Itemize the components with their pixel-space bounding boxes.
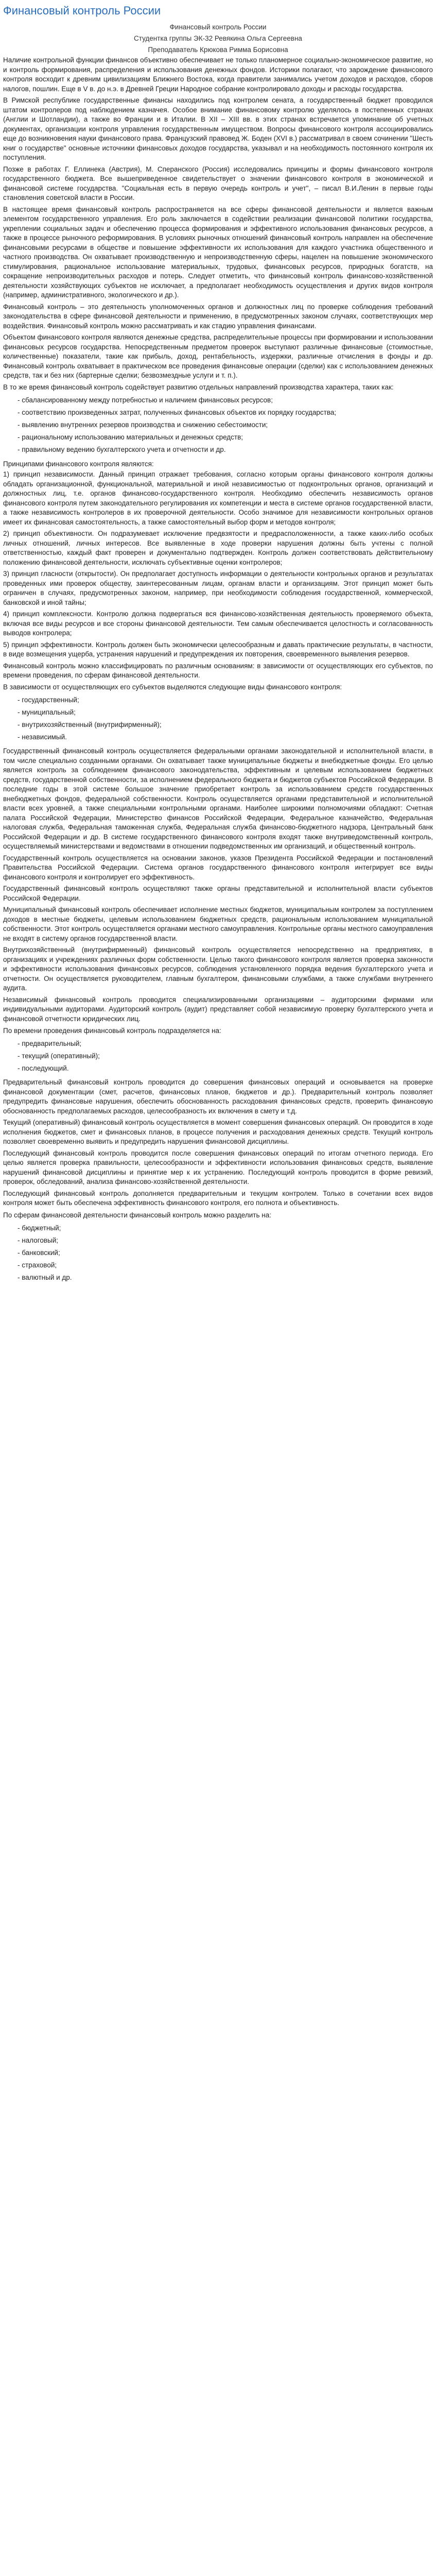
paragraph: В настоящее время финансовый контроль распространяется на все сферы финансовой деятельности и является важным элементом государственного управления. Его роль заключается в содействии реализации финансовой политики государства, укреплении социальных задач и обеспечению процесса формирования и эффективного использования финансовых ресурсов, а также в процессе рыночного реформирования. В условиях рыночных отношений финансовый контроль направлен на обеспечение финансовыми ресурсами в обществе и повышение эффективности их использования для каждого участника общественного и частного производства. Он охватывает производственную и непроизводственную сферы, нацелен на повышение экономического стимулирования, рациональное использование материальных, трудовых, финансовых ресурсов, природных богатств, на сокращение непроизводительных расходов и потерь. Следует отметить, что финансовый контроль финансово-хозяйственной деятельности хозяйствующих субъектов не исключает, а предполагает необходимость осуществления и других видов контроля (например, административного, экологического и др.). (3, 205, 433, 299)
paragraph: Финансовый контроль можно классифицировать по различным основаниям: в зависимости от осуществляющих его субъектов, по времени проведения, по сферам финансовой деятельности. (3, 662, 433, 679)
list-item: - муниципальный; (18, 706, 433, 719)
list-item: - текущий (оперативный); (18, 1050, 433, 1062)
paragraph: Внутрихозяйственный (внутрифирменный) финансовый контроль осуществляется непосредственно на предприятиях, в организациях и учреждениях различных форм собственности. Целью такого финансового контроля является проверка законности и эффективности использования финансовых ресурсов, соблюдения установленного порядка ведения бухгалтерского учета и отчетности. Он осуществляется руководителем, главным бухгалтером, финансовыми службами, а также службами внутреннего аудита. (3, 946, 433, 992)
paragraph: Независимый финансовый контроль проводится специализированными организациями – аудиторскими фирмами или индивидуальными аудиторами. Аудиторский контроль (аудит) представляет собой независимую проверку бухгалтерского учета и финансовой отчетности юридических лиц. (3, 995, 433, 1023)
paragraph: 5) принцип эффективности. Контроль должен быть экономически целесообразным и давать практические результаты, в частности, в виде возмещения ущерба, устранения нарушений и предупреждения их повторения, своевременного выявления резервов. (3, 640, 433, 658)
paragraph: 4) принцип комплексности. Контролю должна подвергаться вся финансово-хозяйственная деятельность проверяемого объекта, включая все виды ресурсов и все стороны финансовой деятельности. Тем самым обеспечивается целостность и согласованность выводов контролера; (3, 610, 433, 637)
subtitle-line: Финансовый контроль России (169, 23, 267, 31)
paragraph: 2) принцип объективности. Он подразумевает исключение предвзятости и предрасположенности, а также каких-либо особых личных отношений, личных интересов. Все выявленные в ходе проверки нарушения должны быть учтены с полной ответственностью, каждый факт проверен и документально подтвержден. Контроль должен соответствовать действительному положению финансовой деятельности, исключать субъективные оценки контролеров; (3, 530, 433, 566)
page-title: Финансовый контроль России (3, 4, 161, 17)
section-heading: По сферам финансовой деятельности финансовый контроль можно разделить на: (3, 1211, 271, 1219)
paragraph: Наличие контрольной функции финансов объективно обеспечивает не только планомерное социально-экономическое развитие, но и контроль формирования, распределения и использования денежных фондов. Историки полагают, что зарождение финансового контроля восходит к древним цивилизациям Ближнего Востока, когда правители занимались учетом доходов и расходов, сборов налогов, пошлин. Еще в V в. до н.э. в Древней Греции Народное собрание контролировало доходы и расходы государства. (3, 56, 433, 93)
paragraph: Текущий (оперативный) финансовый контроль осуществляется в момент совершения финансовых операций. Он проводится в ходе исполнения бюджетов, смет и финансовых планов, в процессе получения и расходования денежных средств. Текущий контроль позволяет своевременно выявить и предупредить нарушения финансовой дисциплины. (3, 1118, 433, 1145)
paragraph: Последующий финансовый контроль проводится после совершения финансовых операций по итогам отчетного периода. Его целью является проверка правильности, целесообразности и эффективности использования финансовых средств, выявление нарушений финансовой дисциплины и принятие мер к их устранению. Последующий контроль проводится в форме ревизий, проверок, обследований, анализа финансово-хозяйственной деятельности. (3, 1149, 433, 1185)
list-item: - независимый. (18, 731, 433, 743)
list-item: - валютный и др. (18, 1272, 433, 1284)
paragraph: Государственный финансовый контроль осуществляют также органы представительной и исполнительной власти субъектов Российской Федерации. (3, 885, 433, 902)
teacher-line: Преподаватель Крюкова Римма Борисовна (148, 46, 288, 54)
list-item: - страховой; (18, 1259, 433, 1272)
list-item: - выявлению внутренних резервов производства и снижению себестоимости; (18, 419, 433, 431)
paragraph: 1) принцип независимости. Данный принцип отражает требования, согласно которым органы финансового контроля должны обладать организационной, функциональной, материальной и иной независимостью от подконтрольных органов, организаций и должностных лиц, т.е. органов финансово-государственного контроля. Необходимо обеспечить независимость органов финансового контроля путем законодательного регулирования их компетенции и места в системе органов государственной власти, а также независимость контролеров в их проверочной деятельности. Особо значимое для независимости контрольных органов имеет их финансовая самостоятельность, а также самостоятельный выбор форм и методов контроля; (3, 470, 433, 526)
list-item: - рациональному использованию материальных и денежных средств; (18, 431, 433, 444)
paragraph: В зависимости от осуществляющих его субъектов выделяются следующие виды финансового контроля: (3, 683, 342, 691)
list-item: - правильному ведению бухгалтерского учета и отчетности и др. (18, 444, 433, 456)
paragraph: В Римской республике государственные финансы находились под контролем сената, а государственный бюджет проводился штатом контролеров под наблюдением казначея. Особое внимание финансовому контролю уделялось в постепенных странах (Англии и Шотландии), а также во Франции и в Италии. В XII – XIII вв. в этих странах встречается упоминание об учетных документах, организации контроля управления государственным имуществом. Вопросы финансового контроля ассоциировались еще до возникновения науки финансового права. Французский правовед Ж. Боден (XVI в.) рассматривал в своем сочинении "Шесть книг о государстве" основные источники финансовых доходов государства, указывал и на необходимость постоянного контроля их поступления. (3, 96, 433, 161)
bullet-list (3, 1222, 433, 1284)
paragraph: Государственный финансовый контроль осуществляется федеральными органами законодательной и исполнительной власти, в том числе специально созданными органами. Он охватывает также муниципальные бюджеты и внебюджетные фонды. Его целью является контроль за соблюдением финансового законодательства, эффективным и целевым использованием бюджетных средств, государственной собственности, за исполнением федерального бюджета и бюджетов субъектов Российской Федерации. В последние годы в этой системе большое значение приобретает контроль за использованием средств государственных внебюджетных фондов, федеральной собственности. Контроль осуществляется органами представительной и исполнительной власти всех уровней, а также специальными контрольными органами. Наиболее широкими полномочиями обладают: Счетная палата Российской Федерации, Министерство финансов Российской Федерации, Федеральное казначейство, Федеральная налоговая служба, Федеральная таможенная служба, Федеральная служба финансово-бюджетного надзора, Центральный банк Российской Федерации и др. В системе государственного финансового контроля входят также внутриведомственный контроль, осуществляемый министерствами и ведомствами в отношении подведомственных им организаций, и общественный контроль. (3, 747, 433, 850)
bullet-list (3, 394, 433, 456)
paragraph: В то же время финансовый контроль содействует развитию отдельных направлений производства характера, таких как: (3, 383, 394, 391)
paragraph: Позже в работах Г. Еллинека (Австрия), М. Сперанского (Россия) исследовались принципы и формы финансового контроля государственного бюджета. Все вышеприведенное свидетельствует о значении финансового контроля в экономической и финансовой системе государства. "Социальная есть в первую очередь контроль и учет", – писал В.И.Ленин в первые годы становления советской власти в России. (3, 165, 433, 201)
list-item: - последующий. (18, 1062, 433, 1075)
list-item: - внутрихозяйственный (внутрифирменный); (18, 719, 433, 731)
list-item: - банковский; (18, 1247, 433, 1259)
article-body (3, 56, 433, 1284)
author-line: Студентка группы ЭК-32 Ревякина Ольга Сергеевна (134, 35, 302, 42)
intro-line: Принципами финансового контроля являются: (3, 460, 154, 468)
list-item: - соответствию произведенных затрат, полученных финансовых объектов их порядку государства; (18, 406, 433, 419)
bullet-list (3, 694, 433, 743)
list-item: - государственный; (18, 694, 433, 706)
list-item: - сбалансированному между потребностью и наличием финансовых ресурсов; (18, 394, 433, 406)
list-item: - налоговый; (18, 1234, 433, 1247)
paragraph: Предварительный финансовый контроль проводится до совершения финансовых операций и основывается на проверке финансовой документации (смет, расчетов, финансовых планов, бюджетов и др.). Предварительный контроль позволяет предупредить финансовые нарушения, обеспечить обоснованность расходования финансовых средств, проверить финансовую обоснованность предполагаемых расходов, целесообразность их включения в смету и т.д. (3, 1078, 433, 1115)
list-item: - предварительный; (18, 1038, 433, 1050)
section-heading: По времени проведения финансовый контроль подразделяется на: (3, 1027, 221, 1035)
list-item: - бюджетный; (18, 1222, 433, 1234)
paragraph: 3) принцип гласности (открытости). Он предполагает доступность информации о деятельности контрольных органов и результатах проведенных ими проверок обществу, заинтересованным лицам, органам власти и организациям. Этот принцип может быть ограничен в случаях, предусмотренных законом, например, при необходимости соблюдения государственной, коммерческой, банковской и иной тайны; (3, 570, 433, 606)
title-block (3, 22, 433, 56)
paragraph: Последующий финансовый контроль дополняется предварительным и текущим контролем. Только в сочетании всех видов контроля может быть обеспечена эффективность финансового контроля, его полнота и объективность. (3, 1189, 433, 1207)
paragraph: Объектом финансового контроля являются денежные средства, распределительные процессы при формировании и использовании финансовых ресурсов государства. Непосредственным предметом проверок выступают различные финансовые (стоимостные, количественные) показатели, такие как прибыль, доход, рентабельность, издержки, различные отчисления в фонды и др. Финансовый контроль охватывает в практическом все проведения финансовые операции (сделки) как с использованием денежных средств, так и без них (бартерные сделки; безвозмездные услуги и т. п.). (3, 333, 433, 379)
bullet-list (3, 1038, 433, 1075)
paragraph: Государственный контроль осуществляется на основании законов, указов Президента Российской Федерации и постановлений Правительства Российской Федерации. Система органов государственного финансового контроля интегрирует все виды финансового контроля и контролирует его эффективность. (3, 854, 433, 881)
paragraph: Финансовый контроль – это деятельность уполномоченных органов и должностных лиц по проверке соблюдения требований законодательства в сфере финансовой деятельности и применению, в предусмотренных законом случаях, соответствующих мер воздействия. Финансовый контроль можно рассматривать и как стадию управления финансами. (3, 302, 433, 330)
paragraph: Муниципальный финансовый контроль обеспечивает исполнение местных бюджетов, муниципальным контролем за поступлением доходов в местные бюджеты, целевым использованием бюджетных средств, рациональным использованием муниципальной собственности. Этот контроль осуществляется органами местного самоуправления. Контрольные органы местного самоуправления не входят в систему органов государственной власти. (3, 906, 433, 942)
